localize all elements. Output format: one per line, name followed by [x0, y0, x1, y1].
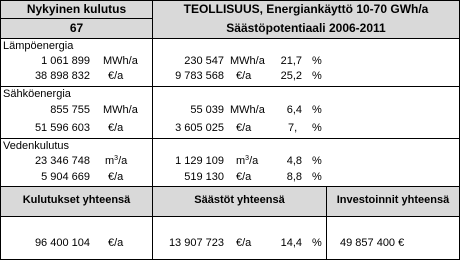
section-divider-1	[0, 86, 460, 87]
heat-saving-eur: 9 783 568	[175, 70, 224, 82]
electricity-saving-mwh: 55 039	[190, 104, 224, 116]
current-count: 67	[69, 21, 84, 35]
heat-saving-unit: MWh/a	[230, 55, 265, 67]
total-investments-title: Investoinnit yhteensä	[336, 194, 450, 206]
water-current-m3: 23 346 748	[34, 155, 90, 167]
heat-current-eur-unit: €/a	[108, 70, 124, 82]
section-title-heat: Lämpöenergia	[3, 40, 74, 52]
percent-sign: %	[312, 55, 322, 67]
total-investments-value: 49 857 400 €	[340, 237, 405, 249]
water-saving-eur: 519 130	[184, 171, 224, 183]
percent-sign: %	[312, 122, 322, 134]
electricity-current-unit: MWh/a	[103, 104, 138, 116]
total-savings-title: Säästöt yhteensä	[194, 194, 285, 206]
heat-saving-eur-pct: 25,2	[280, 70, 302, 82]
savings-period-title: Säästöpotentiaali 2006-2011	[226, 21, 386, 35]
section-title-electricity: Sähköenergia	[3, 88, 71, 100]
electricity-current-eur-unit: €/a	[108, 122, 124, 134]
water-current-unit: $m^3/a$	[105, 155, 128, 167]
electricity-saving-unit: MWh/a	[230, 104, 265, 116]
section-title-water: Vedenkulutus	[3, 140, 70, 152]
border-top	[0, 0, 460, 1]
electricity-current-mwh: 855 755	[50, 104, 90, 116]
percent-sign: %	[312, 70, 322, 82]
totals-top-line	[0, 186, 460, 187]
water-current-eur: 5 904 669	[41, 171, 90, 183]
water-saving-eur-unit: €/a	[236, 171, 252, 183]
current-header-divider	[0, 18, 153, 19]
totals-header-bottom-line	[0, 216, 460, 217]
section-divider-2	[0, 138, 460, 139]
heat-current-mwh: 1 061 899	[41, 55, 90, 67]
water-saving-pct: 4,8	[286, 155, 302, 167]
percent-sign: %	[312, 104, 322, 116]
header-bottom-line	[0, 38, 460, 39]
percent-sign: %	[312, 171, 322, 183]
electricity-saving-eur-pct: 7,	[288, 122, 298, 134]
water-saving-m3: 1 129 109	[175, 155, 224, 167]
electricity-saving-eur: 3 605 025	[175, 122, 224, 134]
heat-saving-pct: 21,7	[280, 55, 302, 67]
total-consumption-value: 96 400 104	[34, 237, 90, 249]
heat-saving-eur-unit: €/a	[236, 70, 252, 82]
water-saving-unit: $m^3/a$	[236, 155, 259, 167]
total-savings-unit: €/a	[236, 237, 252, 249]
water-saving-eur-pct: 8,8	[286, 171, 302, 183]
heat-current-eur: 38 898 832	[34, 70, 90, 82]
percent-sign: %	[312, 155, 322, 167]
total-savings-value: 13 907 723	[168, 237, 224, 249]
total-consumption-title: Kulutukset yhteensä	[22, 194, 131, 206]
percent-sign: %	[312, 237, 322, 249]
water-current-eur-unit: €/a	[108, 171, 124, 183]
electricity-saving-pct: 6,4	[286, 104, 302, 116]
total-consumption-unit: €/a	[108, 237, 124, 249]
sector-title: TEOLLISUUS, Energiankäyttö 10-70 GWh/a	[183, 2, 429, 16]
heat-saving-mwh: 230 547	[184, 55, 224, 67]
electricity-saving-eur-unit: €/a	[236, 122, 252, 134]
total-savings-pct: 14,4	[280, 237, 302, 249]
current-consumption-title: Nykyinen kulutus	[26, 2, 127, 16]
electricity-current-eur: 51 596 603	[34, 122, 90, 134]
heat-current-unit: MWh/a	[103, 55, 138, 67]
